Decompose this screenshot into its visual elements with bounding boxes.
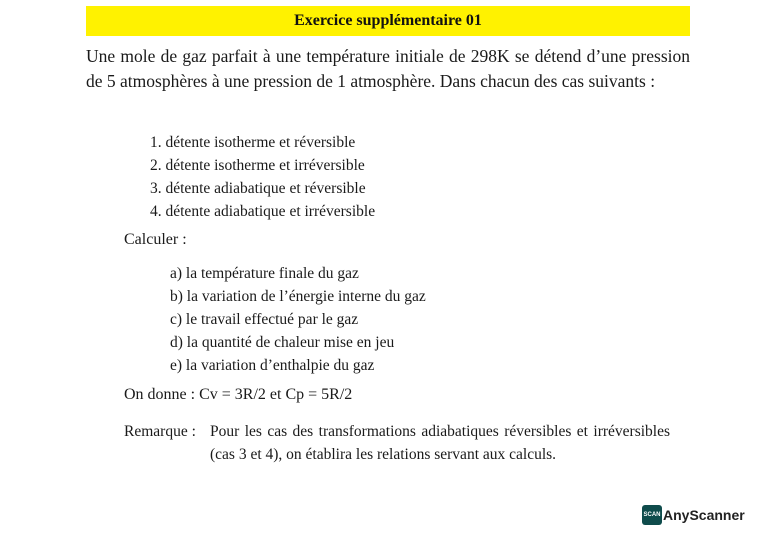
questions-list [170, 262, 426, 377]
list-item: 1. détente isotherme et réversible [150, 134, 356, 151]
watermark-text: AnyScanner [663, 507, 745, 523]
scanner-logo-icon: SCAN [642, 505, 662, 525]
remark-text: Pour les cas des transformations adiabatiques réversibles et irréversibles (cas 3 et 4), on établira les relations servant aux calculs. [210, 423, 670, 463]
list-item: 3. détente adiabatique et réversible [150, 180, 366, 197]
list-item: 2. détente isotherme et irréversible [150, 157, 365, 174]
exercise-title: Exercice supplémentaire 01 [294, 12, 482, 29]
list-item: e) la variation d’enthalpie du gaz [170, 357, 375, 374]
list-item: d) la quantité de chaleur mise en jeu [170, 334, 395, 351]
list-item: 4. détente adiabatique et irréversible [150, 203, 376, 220]
title-banner [86, 6, 690, 36]
remark-block [124, 420, 670, 466]
given-values: On donne : Cv = 3R/2 et Cp = 5R/2 [124, 386, 353, 403]
cases-list [150, 131, 375, 223]
list-item: c) le travail effectué par le gaz [170, 311, 359, 328]
anyscanner-watermark [642, 505, 745, 525]
calculate-label: Calculer : [124, 231, 187, 248]
list-item: a) la température finale du gaz [170, 265, 359, 282]
intro-paragraph: Une mole de gaz parfait à une température initiale de 298K se détend d’une pression de 5 atmosphères à une pression de 1 atmosphère. Dans chacun des cas suivants : [86, 46, 690, 91]
remark-label: Remarque : [124, 423, 196, 440]
list-item: b) la variation de l’énergie interne du gaz [170, 288, 426, 305]
